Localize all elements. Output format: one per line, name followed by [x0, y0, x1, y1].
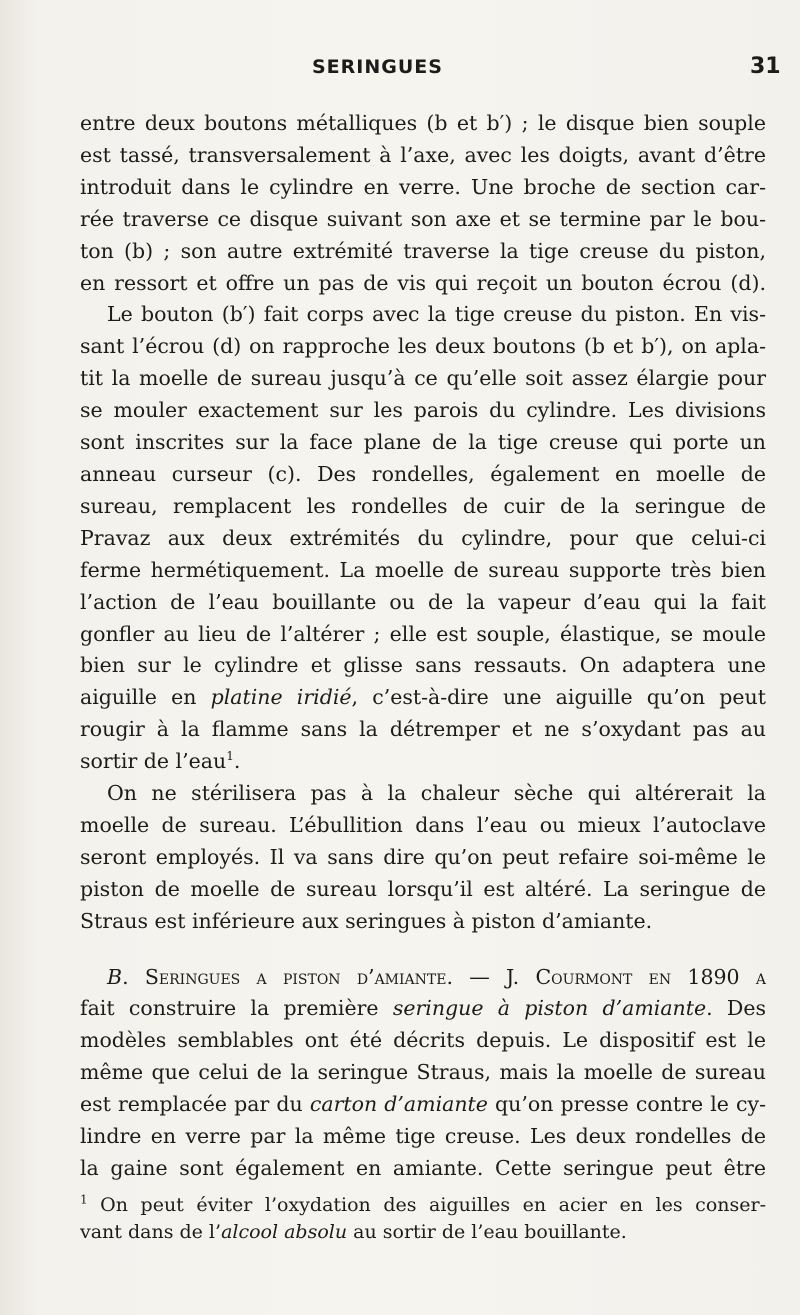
paragraph-1 [80, 108, 766, 778]
text-line: Straus est inférieure aux seringues à piston d’amiante. [80, 908, 653, 933]
text-run: fait construire la première [80, 996, 393, 1021]
footnote-line [80, 1219, 766, 1246]
text-line: gonfler au lieu de l’altérer ; elle est souple, élastique, se moule [80, 621, 766, 646]
text-line: ferme hermétiquement. La moelle de sureau supporte très bien [80, 557, 766, 582]
text-line: On ne stérilisera pas à la chaleur sèche qui altérerait la [107, 781, 766, 806]
text-line: entre deux boutons métalliques (b et b′) ; le disque bien souple [80, 111, 766, 135]
text-line [80, 1089, 766, 1121]
text-line: seront employés. Il va sans dire qu’on peut refaire soi-même le [80, 844, 766, 869]
paragraph-3 [80, 962, 766, 1185]
italic-term: platine iridié [210, 685, 352, 710]
text-run: est remplacée par du [80, 1092, 310, 1117]
footnote-text: vant dans de l’ [80, 1221, 222, 1243]
text-line: ton (b) ; son autre extrémité traverse la tige creuse du piston, [80, 238, 766, 263]
text-line: sureau, remplacent les rondelles de cuir de la seringue de [80, 493, 766, 518]
text-line: même que celui de la seringue Straus, mais la moelle de sureau [80, 1060, 766, 1085]
running-title: SERINGUES [312, 56, 443, 78]
text-line [80, 682, 766, 714]
footnote-text: au sortir de l’eau bouillante. [347, 1221, 627, 1243]
text-line: sont inscrites sur la face plane de la tige creuse qui porte un [80, 430, 766, 455]
section-gap [80, 938, 766, 962]
text-line: en ressort et offre un pas de vis qui reçoit un bouton écrou (d). [80, 270, 766, 295]
text-run: . Des [706, 996, 766, 1021]
page-number: 31 [750, 54, 781, 79]
text-line: sant l’écrou (d) on rapproche les deux boutons (b et b′), on apla- [80, 334, 766, 359]
text-line: la gaine sont également en amiante. Cette seringue peut être [80, 1156, 766, 1180]
text-line: est tassé, transversalement à l’axe, avec les doigts, avant d’être [80, 142, 766, 167]
section-heading-line [80, 962, 766, 994]
footnote-ref: 1 [226, 749, 234, 764]
text-line: Pravaz aux deux extrémités du cylindre, pour que celui-ci [80, 525, 766, 550]
section-heading: . Seringues a piston d’amiante. [122, 964, 453, 989]
text-run: aiguille en [80, 685, 211, 710]
text-line: rougir à la flamme sans la détremper et ne s’oxydant pas au [80, 717, 766, 742]
text-run: qu’on presse contre le cy- [487, 1092, 766, 1117]
text-run: — J. Courmont en 1890 a [452, 964, 766, 989]
text-line: l’action de l’eau bouillante ou de la vapeur d’eau qui la fait [80, 589, 766, 614]
text-line: tit la moelle de sureau jusqu’à ce qu’elle soit assez élargie pour [80, 366, 766, 391]
footnote-marker: 1 [80, 1192, 88, 1207]
italic-term: alcool absolu [221, 1221, 348, 1243]
text-line: Le bouton (b′) fait corps avec la tige creuse du piston. En vis- [107, 302, 766, 327]
italic-term: seringue à piston d’amiante [392, 996, 707, 1021]
text-line: moelle de sureau. L’ébullition dans l’eau ou mieux l’autoclave [80, 812, 766, 837]
body-text [80, 108, 766, 1185]
text-line [80, 993, 766, 1025]
text-line: introduit dans le cylindre en verre. Une broche de section car- [80, 174, 766, 199]
text-line: modèles semblables ont été décrits depuis. Le dispositif est le [80, 1028, 766, 1053]
text-line: se mouler exactement sur les parois du cylindre. Les divisions [80, 398, 766, 423]
paragraph-2 [80, 778, 766, 938]
page-header [0, 52, 800, 86]
text-line: bien sur le cylindre et glisse sans ressauts. On adaptera une [80, 653, 766, 678]
text-line: rée traverse ce disque suivant son axe et se termine par le bou- [80, 206, 766, 231]
text-line: anneau curseur (c). Des rondelles, également en moelle de [80, 461, 766, 486]
section-letter: B [107, 964, 123, 989]
text-line: lindre en verre par la même tige creuse. Les deux rondelles de [80, 1124, 766, 1149]
text-line [80, 746, 766, 778]
footnote-text: On peut éviter l’oxydation des aiguilles en acier en les conser- [87, 1194, 766, 1216]
text-run: sortir de l’eau [80, 749, 227, 774]
text-run: . [233, 749, 241, 774]
text-line: piston de moelle de sureau lorsqu’il est altéré. La seringue de [80, 876, 766, 901]
footnote-line [80, 1192, 766, 1219]
italic-term: carton d’amiante [309, 1092, 488, 1117]
footnote [80, 1192, 766, 1246]
text-run: , c’est-à-dire une aiguille qu’on peut [351, 685, 766, 710]
